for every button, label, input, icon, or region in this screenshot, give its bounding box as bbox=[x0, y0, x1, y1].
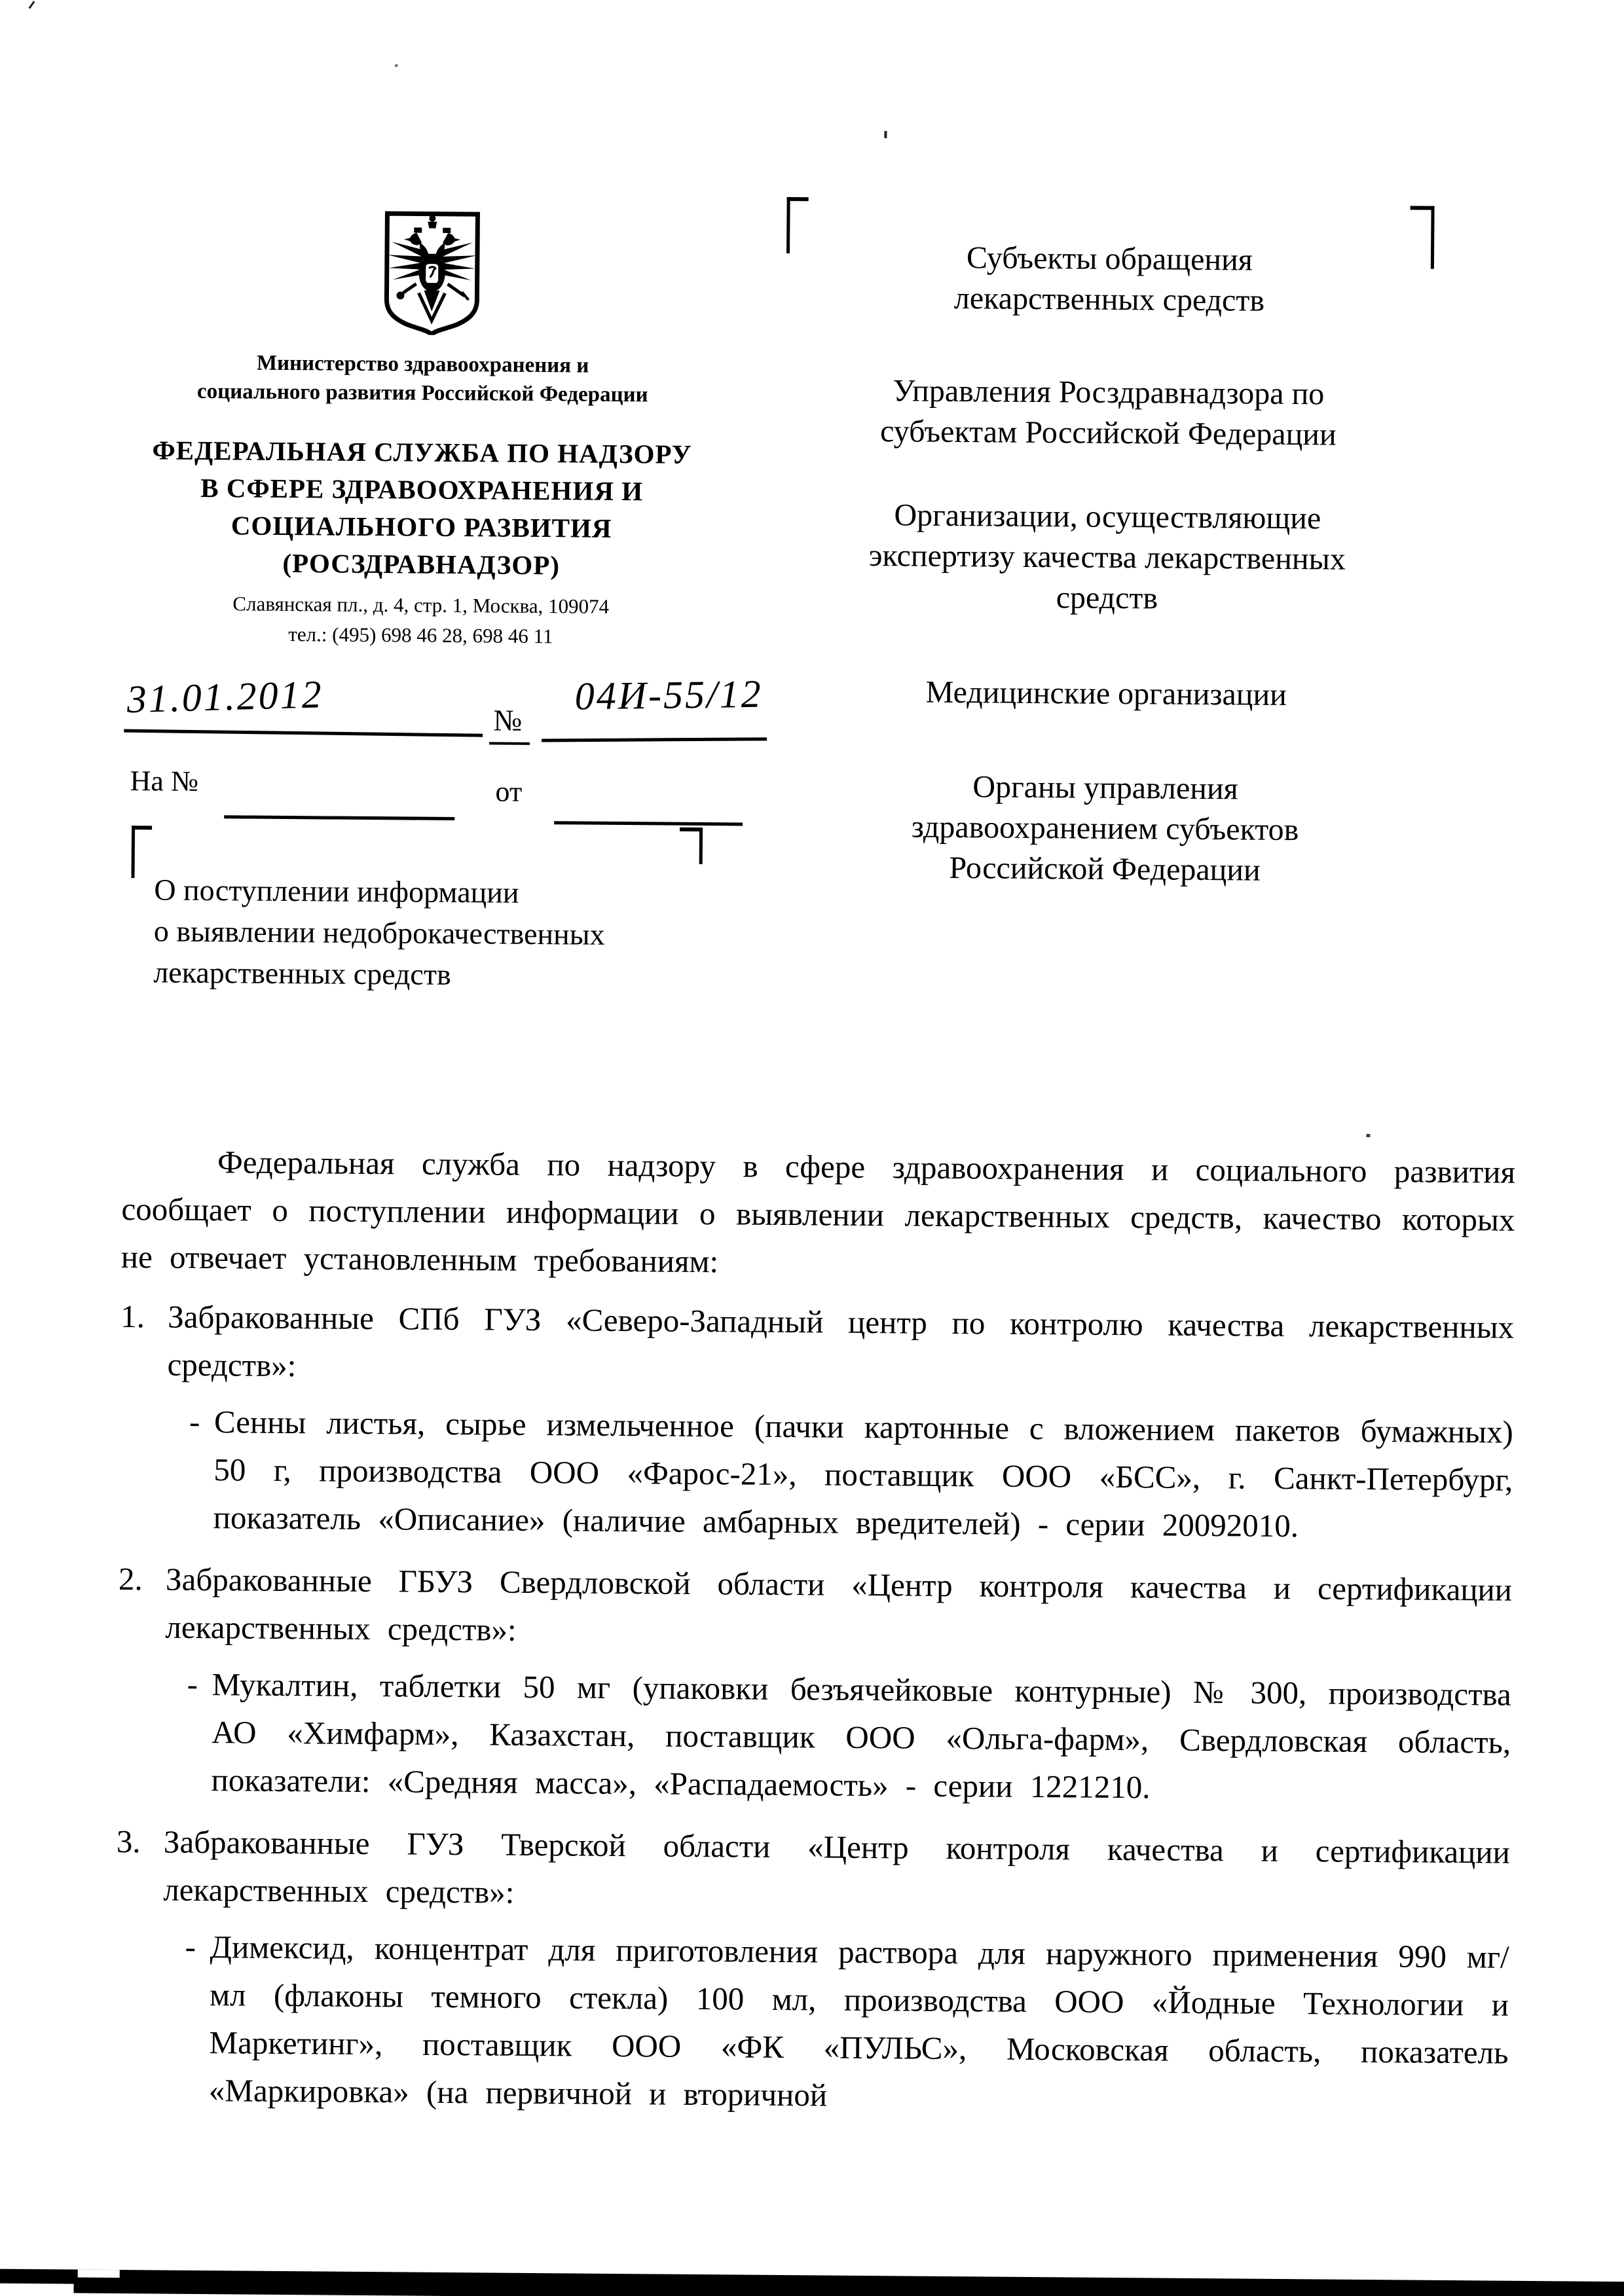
subject-line: лекарственных средств bbox=[153, 955, 451, 991]
recipient-line: экспертизу качества лекарственных bbox=[868, 538, 1346, 577]
list-item-detail bbox=[189, 1398, 1514, 1552]
coat-of-arms-emblem bbox=[379, 208, 485, 335]
handwritten-number: 04И-55/12 bbox=[574, 672, 764, 718]
corner-mark-left bbox=[131, 826, 152, 878]
recipient-line: Медицинские организации bbox=[925, 674, 1287, 712]
bullet-dash: - bbox=[185, 1928, 196, 1965]
reply-to-label: На № bbox=[130, 765, 199, 797]
handwritten-date: 31.01.2012 bbox=[126, 672, 324, 721]
recipient-line: средств bbox=[1056, 580, 1158, 616]
bullet-text: Мукалтин, таблетки 50 мг (упаковки безъячейковые контурные) № 300, производства АО «Химфарм», Казахстан, поставщик ООО «Ольга-фарм», Свердловская область, показатели: «Средняя масса», «Распадаемость» - серии 1221210. bbox=[211, 1666, 1511, 1806]
number-sign: № bbox=[493, 703, 523, 737]
letter-body bbox=[114, 1137, 1515, 2139]
address-line: Славянская пл., д. 4, стр. 1, Москва, 109074 bbox=[232, 592, 610, 618]
recipient-line: Российской Федерации bbox=[949, 850, 1261, 888]
list-item-heading bbox=[118, 1555, 1512, 1662]
ministry-line: социального развития Российской Федерации bbox=[196, 379, 648, 407]
service-line: СОЦИАЛЬНОГО РАЗВИТИЯ bbox=[231, 510, 612, 543]
list-item-number: 3. bbox=[116, 1823, 141, 1860]
scan-speck bbox=[28, 1, 35, 9]
recipient-block bbox=[788, 494, 1427, 621]
reply-from-label: от bbox=[495, 775, 523, 808]
service-name bbox=[123, 431, 720, 585]
service-line: (РОСЗДРАВНАДЗОР) bbox=[282, 547, 561, 581]
list-item-detail bbox=[184, 1923, 1509, 2124]
list-item-number: 1. bbox=[120, 1298, 145, 1335]
list-item-number: 2. bbox=[118, 1561, 143, 1597]
letterhead-address bbox=[129, 588, 712, 653]
bullet-text: Димексид, концентрат для приготовления раствора для наружного применения 990 мг/мл (флаконы темного стекла) 100 мл, производства ООО «Йодные Технологии и Маркетинг», поставщик ООО «ФК «ПУЛЬС», Московская область, показатель «Маркировка» (на первичной и вторичной bbox=[208, 1929, 1509, 2113]
recipient-block bbox=[790, 236, 1429, 323]
ministry-name bbox=[131, 348, 714, 410]
recipient-line: Управления Росздравнадзора по bbox=[893, 373, 1325, 412]
reply-number-blank bbox=[224, 815, 454, 820]
scan-speck bbox=[1366, 1134, 1370, 1137]
bullet-dash: - bbox=[189, 1403, 200, 1440]
bullet-text: Сенны листья, сырье измельченное (пачки картонные с вложением пакетов бумажных) 50 г, производства ООО «Фарос-21», поставщик ООО «БСС», г. Санкт-Петербург, показатель «Описание» (наличие амбарных вредителей) - серии 20092010. bbox=[213, 1404, 1514, 1544]
list-item-detail bbox=[186, 1660, 1511, 1814]
list-item-heading bbox=[120, 1292, 1514, 1399]
recipient-line: Организации, осуществляющие bbox=[894, 498, 1321, 536]
recipient-block bbox=[785, 765, 1424, 892]
subject-line: о выявлении недоброкачественных bbox=[153, 914, 605, 951]
recipient-line: лекарственных средств bbox=[953, 280, 1265, 318]
ministry-line: Министерство здравоохранения и bbox=[256, 351, 589, 378]
recipient-line: Субъекты обращения bbox=[966, 240, 1253, 278]
list-item-text: Забракованные ГБУЗ Свердловской области «Центр контроля качества и сертификации лекарственных средств»: bbox=[165, 1561, 1513, 1648]
list-item-text: Забракованные ГУЗ Тверской области «Центр контроля качества и сертификации лекарственных средств»: bbox=[163, 1823, 1511, 1910]
intro-paragraph: Федеральная служба по надзору в сфере здравоохранения и социального развития сообщает о поступлении информации о выявлении лекарственных средств, качество которых не отвечает установленным требованиям: bbox=[120, 1144, 1516, 1280]
corner-mark-right bbox=[680, 828, 703, 864]
number-sign-underline bbox=[489, 742, 530, 744]
reply-date-blank bbox=[554, 821, 743, 826]
recipient-line: здравоохранением субъектов bbox=[911, 809, 1299, 848]
list-item-heading bbox=[116, 1817, 1510, 1924]
scan-edge-gap bbox=[78, 2270, 120, 2278]
number-underline bbox=[542, 737, 767, 742]
scan-speck bbox=[884, 131, 887, 138]
recipient-block bbox=[786, 671, 1425, 717]
bullet-dash: - bbox=[187, 1666, 198, 1702]
scan-speck bbox=[395, 64, 397, 67]
date-underline bbox=[124, 729, 483, 737]
list-item-text: Забракованные СПб ГУЗ «Северо-Западный центр по контролю качества лекарственных средств»: bbox=[167, 1298, 1515, 1384]
service-line: В СФЕРЕ ЗДРАВООХРАНЕНИЯ И bbox=[200, 472, 644, 507]
phone-line: тел.: (495) 698 46 28, 698 46 11 bbox=[288, 623, 553, 648]
recipient-line: субъектам Российской Федерации bbox=[879, 414, 1337, 452]
subject-line: О поступлении информации bbox=[154, 873, 519, 909]
recipient-block bbox=[789, 370, 1428, 456]
letter-subject bbox=[153, 869, 704, 997]
recipient-line: Органы управления bbox=[972, 769, 1238, 807]
service-line: ФЕДЕРАЛЬНАЯ СЛУЖБА ПО НАДЗОРУ bbox=[152, 435, 692, 469]
